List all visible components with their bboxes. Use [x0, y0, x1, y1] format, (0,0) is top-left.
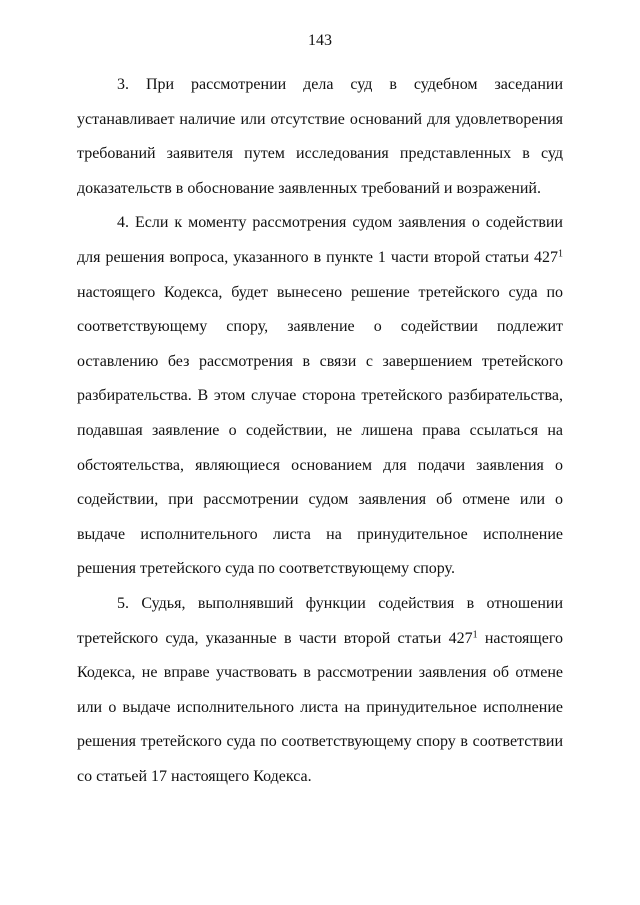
paragraph-5: [77, 587, 563, 795]
page-number: 143: [308, 32, 332, 49]
paragraph-3: 3. При рассмотрении дела суд в судебном заседании устанавливает наличие или отсутствие оснований для удовлетворения требований заявителя путем исследования представленных в суд доказательств в обоснование заявленных требований и возражений.: [77, 76, 563, 197]
paragraph-4-text-b: настоящего Кодекса, будет вынесено решение третейского суда по соответствующему спору, заявление о содействии подлежит оставлению без рассмотрения в связи с завершением третейского разбирательства. В этом случае сторона третейского разбирательства, подавшая заявление о содействии, не лишена права ссылаться на обстоятельства, являющиеся основанием для подачи заявления о содействии, при рассмотрении судом заявления об отмене или о выдаче исполнительного листа на принудительное исполнение решения третейского суда по соответствующему спору.: [77, 283, 563, 578]
paragraph-4-text-a: 4. Если к моменту рассмотрения судом заявления о содействии для решения вопроса, указанного в пункте 1 части второй статьи 427: [77, 214, 563, 266]
paragraph-5-text-b: настоящего Кодекса, не вправе участвовать в рассмотрении заявления об отмене или о выдаче исполнительного листа на принудительное исполнение решения третейского суда по соответствующему спору в соответствии со статьей 17 настоящего Кодекса.: [77, 629, 564, 785]
paragraph-4: [77, 206, 563, 587]
paragraph-5-text-a: 5. Судья, выполнявший функции содействия в отношении третейского суда, указанные в части второй статьи 427: [77, 594, 563, 647]
superscript-marker: 1: [472, 629, 478, 640]
superscript-marker: 1: [558, 248, 563, 260]
document-body: [77, 68, 563, 794]
